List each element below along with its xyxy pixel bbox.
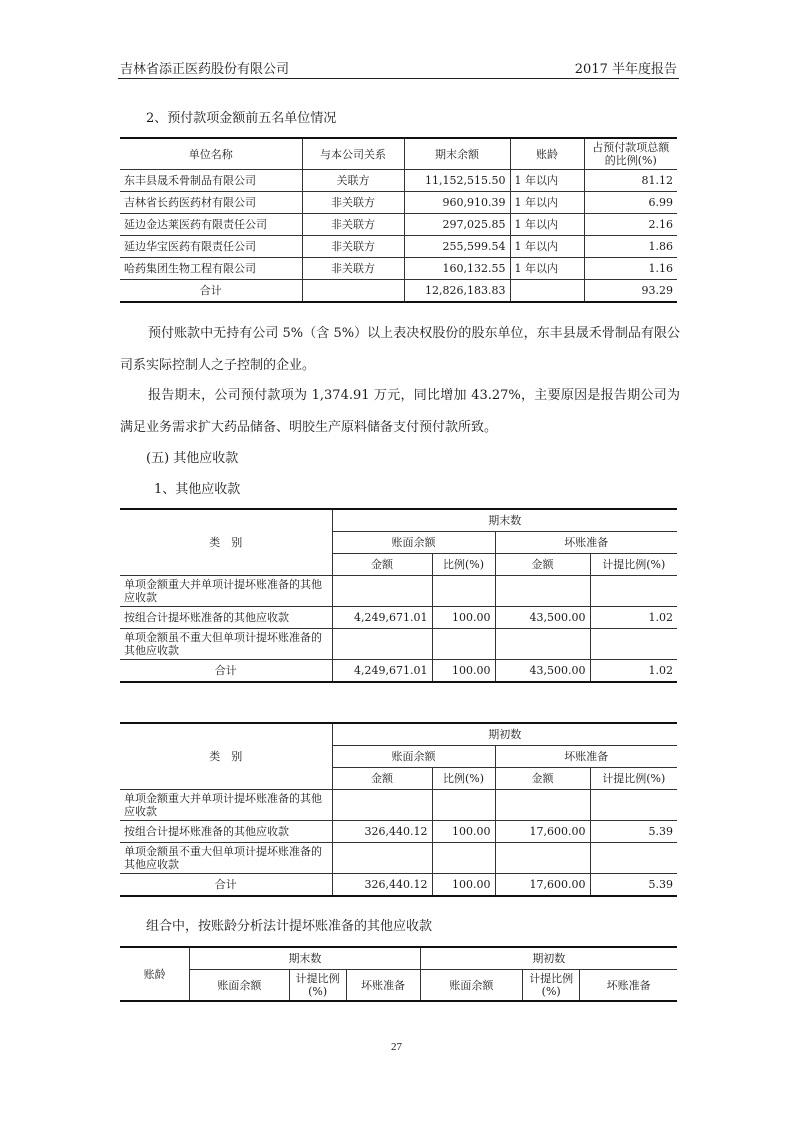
prepaid-table bbox=[120, 137, 677, 303]
cell-amount bbox=[332, 576, 432, 607]
other-receivables-subheading: 1、其他应收款 bbox=[154, 482, 241, 497]
table-row bbox=[120, 170, 677, 192]
aging-table bbox=[120, 946, 677, 1002]
cell-amount bbox=[332, 629, 432, 660]
end-bad-debt-header: 坏账准备 bbox=[346, 970, 420, 1002]
prepaid-section-title: 2、预付款项金额前五名单位情况 bbox=[146, 111, 337, 126]
row-label: 单项金额虽不重大但单项计提坏账准备的其他应收款 bbox=[120, 843, 332, 874]
total-balance: 12,826,183.83 bbox=[404, 280, 510, 303]
cell-relation: 关联方 bbox=[302, 170, 404, 192]
table-row bbox=[120, 214, 677, 236]
other-receivables-heading: (五) 其他应收款 bbox=[146, 451, 239, 466]
ratio-header: 比例(%) bbox=[432, 768, 495, 790]
total-ratio: 100.00 bbox=[432, 660, 495, 683]
cell-aging: 1 年以内 bbox=[510, 236, 584, 258]
total-row bbox=[120, 660, 677, 683]
cell-aging: 1 年以内 bbox=[510, 214, 584, 236]
period-header: 期初数 bbox=[332, 723, 677, 746]
table-row bbox=[120, 821, 677, 843]
row-label: 单项金额虽不重大但单项计提坏账准备的其他应收款 bbox=[120, 629, 332, 660]
begin-provision-ratio-header: 计提比例(%) bbox=[523, 970, 580, 1002]
cell-amount bbox=[332, 843, 432, 874]
amount2-header: 金额 bbox=[495, 554, 590, 576]
header-company: 吉林省添正医药股份有限公司 bbox=[120, 62, 290, 77]
cell-amount2 bbox=[495, 629, 590, 660]
cell-provision-ratio bbox=[590, 576, 677, 607]
category-header: 类 别 bbox=[120, 723, 332, 790]
cell-ratio: 100.00 bbox=[432, 821, 495, 843]
header-report: 2017 半年度报告 bbox=[574, 62, 677, 77]
bad-debt-header: 坏账准备 bbox=[495, 532, 677, 554]
end-provision-ratio-header: 计提比例(%) bbox=[289, 970, 346, 1002]
cell-amount: 326,440.12 bbox=[332, 821, 432, 843]
end-period-header: 期末数 bbox=[190, 947, 420, 970]
table-row bbox=[120, 192, 677, 214]
cell-balance: 11,152,515.50 bbox=[404, 170, 510, 192]
amount-header: 金额 bbox=[332, 554, 432, 576]
ratio-header: 比例(%) bbox=[432, 554, 495, 576]
total-amount2: 17,600.00 bbox=[495, 874, 590, 897]
cell-ratio: 1.16 bbox=[584, 258, 677, 280]
col-proportion: 占预付款项总额的比例(%) bbox=[584, 138, 677, 170]
table-row bbox=[120, 236, 677, 258]
provision-ratio-header: 计提比例(%) bbox=[590, 554, 677, 576]
book-balance-header: 账面余额 bbox=[332, 746, 495, 768]
cell-amount2: 43,500.00 bbox=[495, 607, 590, 629]
table-row bbox=[120, 843, 677, 874]
cell-amount: 4,249,671.01 bbox=[332, 607, 432, 629]
total-provision-ratio: 5.39 bbox=[590, 874, 677, 897]
total-amount: 4,249,671.01 bbox=[332, 660, 432, 683]
col-relation: 与本公司关系 bbox=[302, 138, 404, 170]
cell-relation: 非关联方 bbox=[302, 192, 404, 214]
header-row-period bbox=[120, 509, 677, 532]
total-ratio: 100.00 bbox=[432, 874, 495, 897]
col-unit-name: 单位名称 bbox=[120, 138, 302, 170]
cell-relation: 非关联方 bbox=[302, 236, 404, 258]
prepaid-header-row bbox=[120, 138, 677, 170]
cell-unit: 延边金达莱医药有限责任公司 bbox=[120, 214, 302, 236]
cell-balance: 160,132.55 bbox=[404, 258, 510, 280]
row-label: 按组合计提坏账准备的其他应收款 bbox=[120, 821, 332, 843]
table-row bbox=[120, 629, 677, 660]
row-label: 按组合计提坏账准备的其他应收款 bbox=[120, 607, 332, 629]
cell-unit: 吉林省长药医药材有限公司 bbox=[120, 192, 302, 214]
cell-aging: 1 年以内 bbox=[510, 170, 584, 192]
paragraph-related-party: 预付账款中无持有公司 5%（含 5%）以上表决权股份的股东单位，东丰县晟禾骨制品有限公司系实际控制人之子控制的企业。 bbox=[120, 326, 680, 373]
cell-provision-ratio bbox=[590, 790, 677, 821]
cell-ratio: 100.00 bbox=[432, 607, 495, 629]
total-label: 合计 bbox=[120, 280, 302, 303]
total-aging bbox=[510, 280, 584, 303]
cell-relation: 非关联方 bbox=[302, 214, 404, 236]
cell-provision-ratio: 5.39 bbox=[590, 821, 677, 843]
category-header: 类 别 bbox=[120, 509, 332, 576]
row-label: 单项金额重大并单项计提坏账准备的其他应收款 bbox=[120, 790, 332, 821]
total-relation bbox=[302, 280, 404, 303]
cell-amount2 bbox=[495, 843, 590, 874]
page-header bbox=[120, 58, 677, 78]
cell-ratio: 81.12 bbox=[584, 170, 677, 192]
table-row bbox=[120, 607, 677, 629]
cell-provision-ratio bbox=[590, 843, 677, 874]
amount-header: 金额 bbox=[332, 768, 432, 790]
cell-balance: 297,025.85 bbox=[404, 214, 510, 236]
cell-ratio bbox=[432, 576, 495, 607]
cell-balance: 960,910.39 bbox=[404, 192, 510, 214]
begin-book-header: 账面余额 bbox=[420, 970, 523, 1002]
cell-amount2 bbox=[495, 790, 590, 821]
col-aging: 账龄 bbox=[510, 138, 584, 170]
begin-bad-debt-header: 坏账准备 bbox=[580, 970, 677, 1002]
total-provision-ratio: 1.02 bbox=[590, 660, 677, 683]
provision-ratio-header: 计提比例(%) bbox=[590, 768, 677, 790]
aging-header-row bbox=[120, 947, 677, 970]
table-row bbox=[120, 258, 677, 280]
cell-unit: 哈药集团生物工程有限公司 bbox=[120, 258, 302, 280]
cell-provision-ratio bbox=[590, 629, 677, 660]
page-number: 27 bbox=[391, 1041, 402, 1053]
total-label: 合计 bbox=[120, 874, 332, 897]
amount2-header: 金额 bbox=[495, 768, 590, 790]
col-end-balance: 期末余额 bbox=[404, 138, 510, 170]
end-book-header: 账面余额 bbox=[190, 970, 289, 1002]
begin-period-header: 期初数 bbox=[420, 947, 677, 970]
cell-ratio bbox=[432, 843, 495, 874]
bad-debt-header: 坏账准备 bbox=[495, 746, 677, 768]
period-header: 期末数 bbox=[332, 509, 677, 532]
total-row bbox=[120, 280, 677, 303]
other-receivables-end-table bbox=[120, 508, 677, 683]
cell-ratio bbox=[432, 629, 495, 660]
total-amount: 326,440.12 bbox=[332, 874, 432, 897]
table-row bbox=[120, 576, 677, 607]
cell-balance: 255,599.54 bbox=[404, 236, 510, 258]
total-ratio: 93.29 bbox=[584, 280, 677, 303]
cell-ratio bbox=[432, 790, 495, 821]
total-label: 合计 bbox=[120, 660, 332, 683]
cell-ratio: 1.86 bbox=[584, 236, 677, 258]
total-amount2: 43,500.00 bbox=[495, 660, 590, 683]
cell-amount2: 17,600.00 bbox=[495, 821, 590, 843]
aging-section-title: 组合中，按账龄分析法计提坏账准备的其他应收款 bbox=[146, 919, 433, 934]
other-receivables-begin-table bbox=[120, 722, 677, 897]
cell-provision-ratio: 1.02 bbox=[590, 607, 677, 629]
table-row bbox=[120, 790, 677, 821]
cell-ratio: 6.99 bbox=[584, 192, 677, 214]
header-divider bbox=[118, 78, 679, 79]
book-balance-header: 账面余额 bbox=[332, 532, 495, 554]
cell-ratio: 2.16 bbox=[584, 214, 677, 236]
row-label: 单项金额重大并单项计提坏账准备的其他应收款 bbox=[120, 576, 332, 607]
cell-aging: 1 年以内 bbox=[510, 192, 584, 214]
aging-header: 账龄 bbox=[120, 947, 190, 1001]
cell-unit: 延边华宝医药有限责任公司 bbox=[120, 236, 302, 258]
cell-amount bbox=[332, 790, 432, 821]
total-row bbox=[120, 874, 677, 897]
paragraph-prepaid-change: 报告期末，公司预付款项为 1,374.91 万元，同比增加 43.27%，主要原因是报告期公司为满足业务需求扩大药品储备、明胶生产原料储备支付预付款所致。 bbox=[120, 388, 680, 435]
header-row-period bbox=[120, 723, 677, 746]
cell-aging: 1 年以内 bbox=[510, 258, 584, 280]
cell-unit: 东丰县晟禾骨制品有限公司 bbox=[120, 170, 302, 192]
aging-subheader-row bbox=[120, 970, 677, 1002]
cell-relation: 非关联方 bbox=[302, 258, 404, 280]
cell-amount2 bbox=[495, 576, 590, 607]
